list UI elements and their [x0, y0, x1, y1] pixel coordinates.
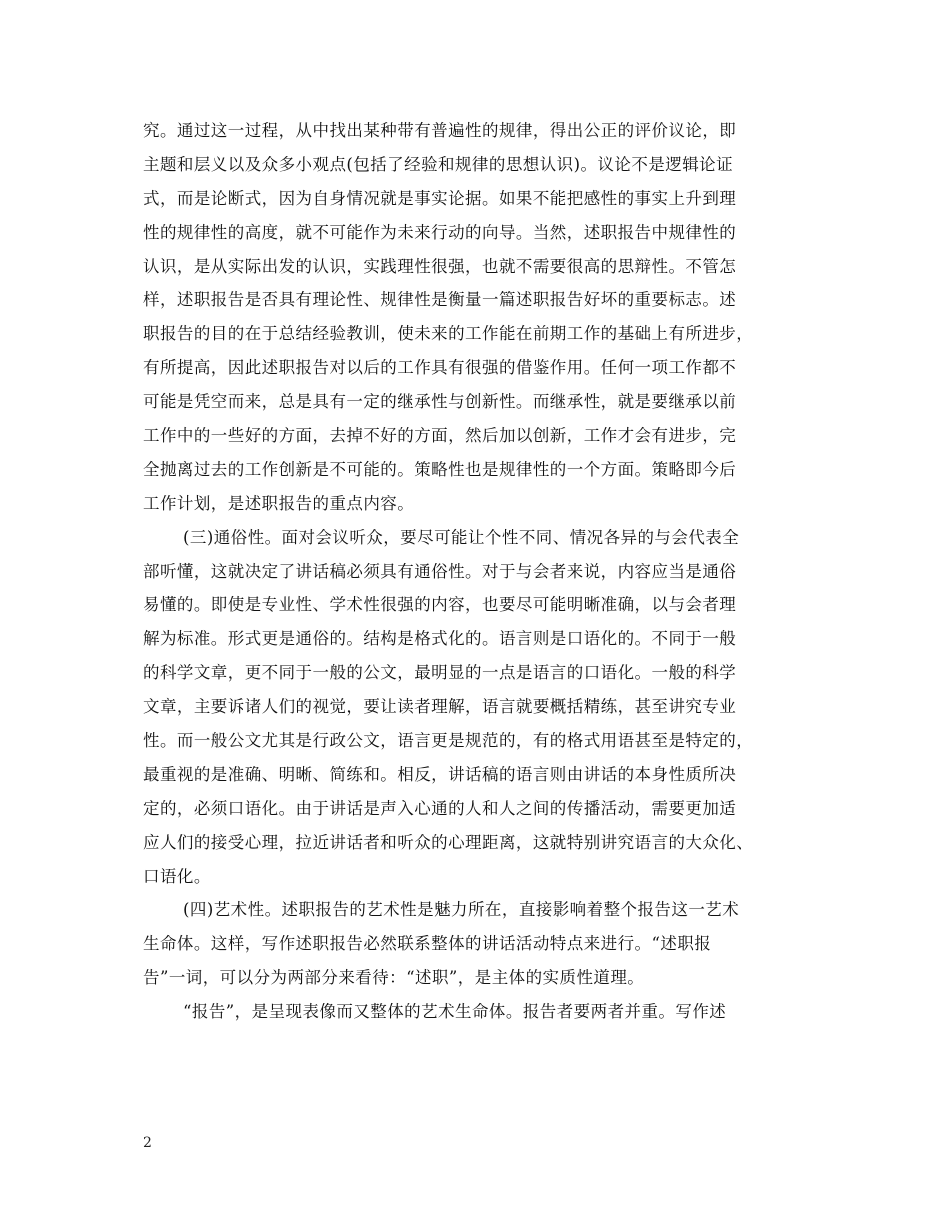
text-line: 主题和层义以及众多小观点(包括了经验和规律的思想认识)。议论不是逻辑论证 [143, 154, 734, 174]
text-line: 工作计划，是述职报告的重点内容。 [143, 493, 415, 513]
text-line: 职报告的目的在于总结经验教训，使未来的工作能在前期工作的基础上有所进步， [143, 324, 754, 344]
text-line: 性的规律性的高度，就不可能作为未来行动的向导。当然，述职报告中规律性的 [143, 222, 737, 242]
text-line: 全抛离过去的工作创新是不可能的。策略性也是规律性的一个方面。策略即今后 [143, 459, 737, 479]
text-line: (四)艺术性。述职报告的艺术性是魅力所在，直接影响着整个报告这一艺术 [183, 900, 740, 920]
text-line: 解为标准。形式更是通俗的。结构是格式化的。语言则是口语化的。不同于一般 [143, 629, 737, 649]
text-line: 究。通过这一过程，从中找出某种带有普遍性的规律，得出公正的评价议论，即 [143, 121, 737, 140]
text-line: (三)通俗性。面对会议听众，要尽可能让个性不同、情况各异的与会代表全 [183, 527, 740, 547]
text-line: 定的，必须口语化。由于讲话是声入心通的人和人之间的传播活动，需要更加适 [143, 798, 737, 818]
text-line: 口语化。 [143, 866, 211, 886]
text-line: 最重视的是准确、明晰、简练和。相反，讲话稿的语言则由讲话的本身性质所决 [143, 764, 737, 784]
text-line: 样，述职报告是否具有理论性、规律性是衡量一篇述职报告好坏的重要标志。述 [143, 290, 737, 310]
text-line: 易懂的。即使是专业性、学术性很强的内容，也要尽可能明晰准确，以与会者理 [143, 595, 737, 615]
text-line: 告”一词，可以分为两部分来看待：“述职”，是主体的实质性道理。 [143, 968, 645, 988]
text-line: 有所提高，因此述职报告对以后的工作具有很强的借鉴作用。任何一项工作都不 [143, 358, 737, 378]
text-line: 式，而是论断式，因为自身情况就是事实论据。如果不能把感性的事实上升到理 [143, 188, 737, 208]
page-number: 2 [143, 1135, 152, 1151]
text-line: 工作中的一些好的方面，去掉不好的方面，然后加以创新，工作才会有进步，完 [143, 426, 737, 446]
text-line: 认识，是从实际出发的认识，实践理性很强，也就不需要很高的思辩性。不管怎 [143, 256, 737, 276]
text-line: 生命体。这样，写作述职报告必然联系整体的讲话活动特点来进行。“述职报 [143, 934, 712, 954]
text-line: 性。而一般公文尤其是行政公文，语言更是规范的，有的格式用语甚至是特定的， [143, 731, 754, 751]
text-line: 文章，主要诉诸人们的视觉，要让读者理解，语言就要概括精练，甚至讲究专业 [143, 697, 737, 717]
text-line: 可能是凭空而来，总是具有一定的继承性与创新性。而继承性，就是要继承以前 [143, 392, 737, 412]
text-line: “报告”，是呈现表像而又整体的艺术生命体。报告者要两者并重。写作述 [183, 1002, 727, 1022]
text-line: 的科学文章，更不同于一般的公文，最明显的一点是语言的口语化。一般的科学 [143, 663, 737, 683]
text-line: 应人们的接受心理，拉近讲话者和听众的心理距离，这就特别讲究语言的大众化、 [143, 832, 754, 852]
document-body [143, 114, 812, 1029]
text-line: 部听懂，这就决定了讲话稿必须具有通俗性。对于与会者来说，内容应当是通俗 [143, 561, 737, 581]
